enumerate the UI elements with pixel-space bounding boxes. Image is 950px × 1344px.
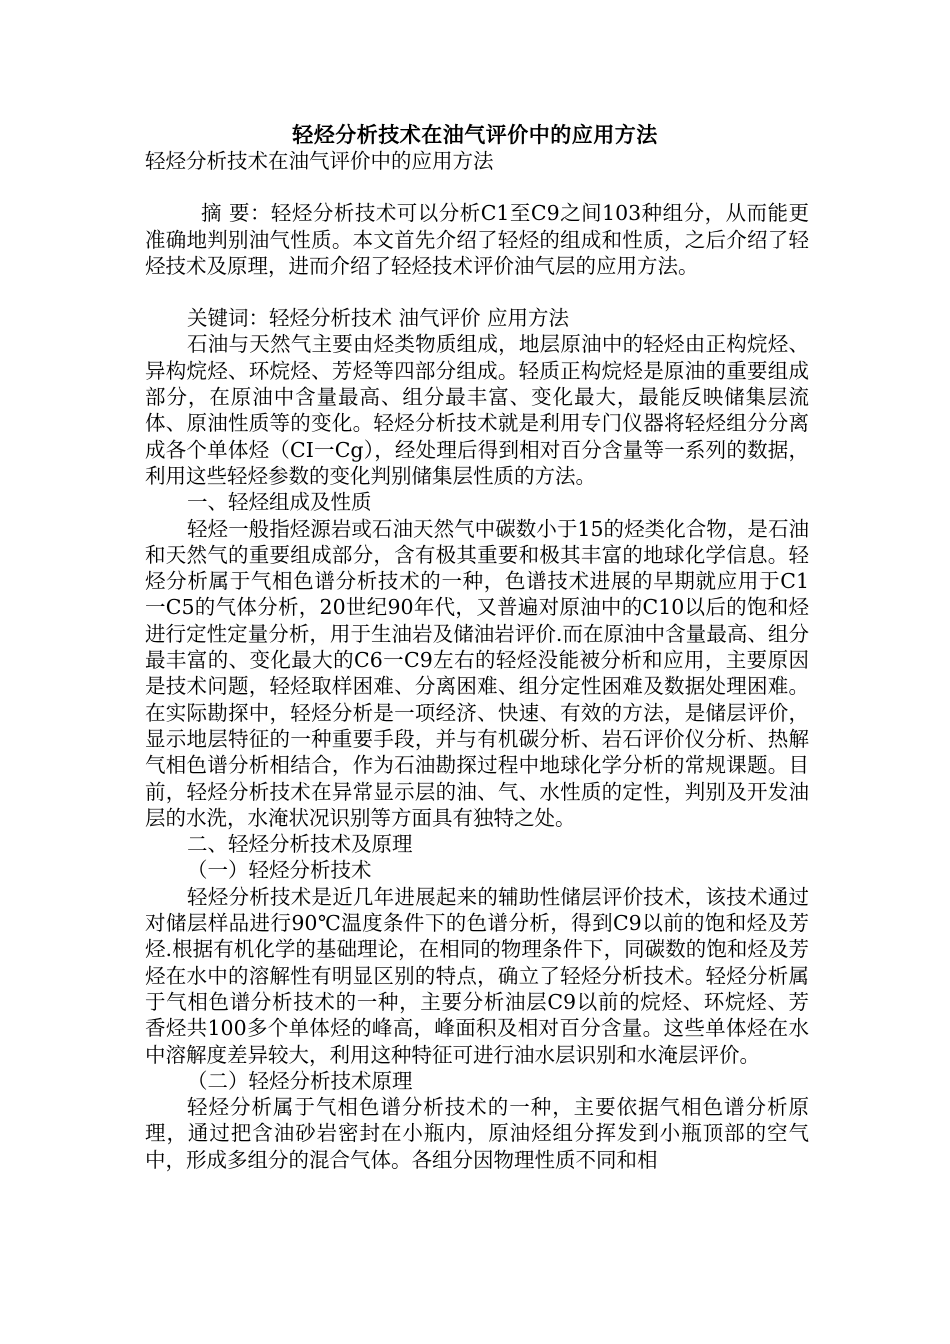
section-2-heading: 二、轻烃分析技术及原理 [187,832,413,857]
document-title: 轻烃分析技术在油气评价中的应用方法 [292,123,658,147]
intro-paragraph: 石油与天然气主要由烃类物质组成，地层原油中的轻烃由正构烷烃、异构烷烃、环烷烃、芳烃等四部分组成。轻质正构烷烃是原油的重要组成部分，在原油中含量最高、组分最丰富、变化最大，最能反映储集层流体、原油性质等的变化。轻烃分析技术就是利用专门仪器将轻烃组分分离成各个单体烃（CI一Cg），经处理后得到相对百分含量等一系列的数据，利用这些轻烃参数的变化判别储集层性质的方法。 [145,332,809,488]
document-subtitle: 轻烃分析技术在油气评价中的应用方法 [145,149,494,173]
section-2-1-heading: （一）轻烃分析技术 [187,858,372,883]
section-1-paragraph: 轻烃一般指烃源岩或石油天然气中碳数小于15的烃类化合物，是石油和天然气的重要组成部分，含有极其重要和极其丰富的地球化学信息。轻烃分析属于气相色谱分析技术的一种，色谱技术进展的早期就应用于C1一C5的气体分析，20世纪90年代，又普遍对原油中的C10以后的饱和烃进行定性定量分析，用于生油岩及储油岩评价.而在原油中含量最高、组分最丰富的、变化最大的C6一C9左右的轻烃没能被分析和应用，主要原因是技术问题，轻烃取样困难、分离困难、组分定性困难及数据处理困难。在实际勘探中，轻烃分析是一项经济、快速、有效的方法，是储层评价，显示地层特征的一种重要手段，并与有机碳分析、岩石评价仪分析、热解气相色谱分析相结合，作为石油勘探过程中地球化学分析的常规课题。目前，轻烃分析技术在异常显示层的油、气、水性质的定性，判别及开发油层的水洗，水淹状况识别等方面具有独特之处。 [145,516,809,830]
section-2-1-paragraph: 轻烃分析技术是近几年进展起来的辅助性储层评价技术，该技术通过对储层样品进行90℃温度条件下的色谱分析，得到C9以前的饱和烃及芳烃.根据有机化学的基础理论，在相同的物理条件下，同碳数的饱和烃及芳烃在水中的溶解性有明显区别的特点，确立了轻烃分析技术。轻烃分析属于气相色谱分析技术的一种，主要分析油层C9以前的烷烃、环烷烃、芳香烃共100多个单体烃的峰高，峰面积及相对百分含量。这些单体烃在水中溶解度差异较大，利用这种特征可进行油水层识别和水淹层评价。 [145,884,809,1067]
section-2-2-heading: （二）轻烃分析技术原理 [187,1068,413,1093]
section-1-heading: 一、轻烃组成及性质 [187,490,372,515]
section-2-2-paragraph: 轻烃分析属于气相色谱分析技术的一种，主要依据气相色谱分析原理，通过把含油砂岩密封在小瓶内，原油烃组分挥发到小瓶顶部的空气中，形成多组分的混合气体。各组分因物理性质不同和相 [145,1095,809,1172]
document-body [145,148,809,1173]
keywords-line: 关键词：轻烃分析技术 油气评价 应用方法 [187,306,570,331]
abstract-paragraph: 摘 要：轻烃分析技术可以分析C1至C9之间103种组分，从而能更准确地判别油气性质。本文首先介绍了轻烃的组成和性质，之后介绍了轻烃技术及原理，进而介绍了轻烃技术评价油气层的应用方法。 [145,201,809,278]
